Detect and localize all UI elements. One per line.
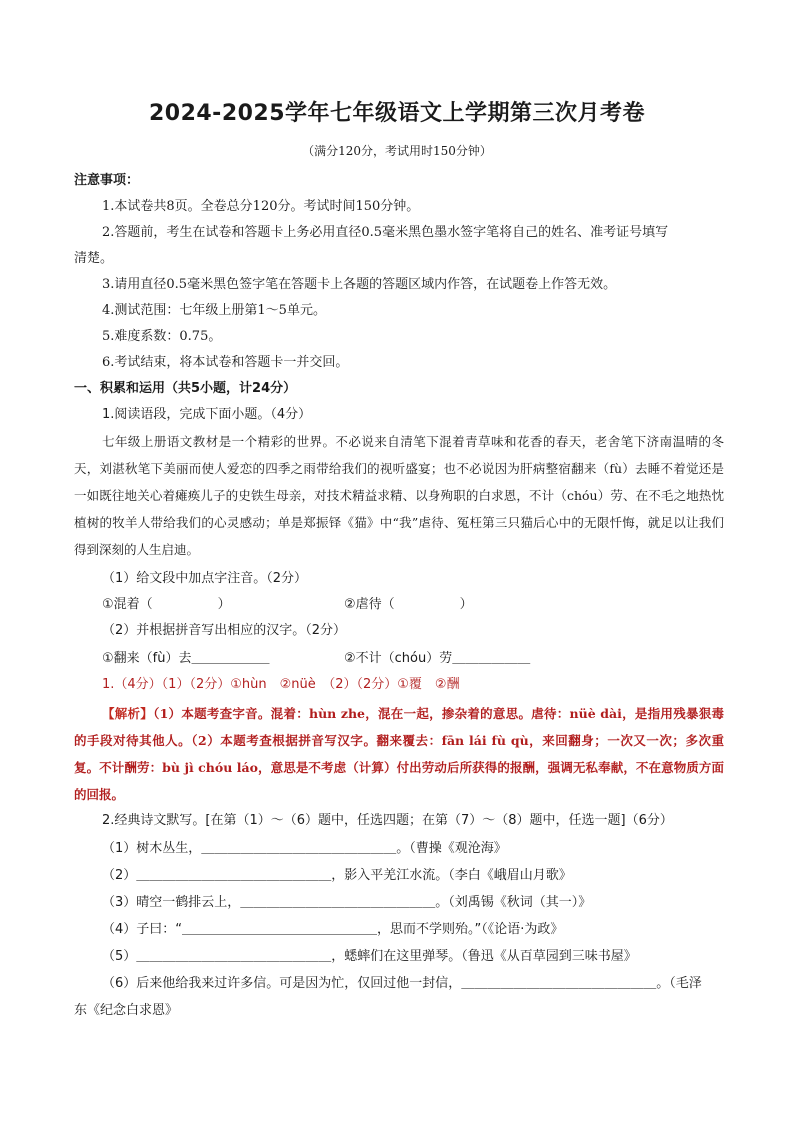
section-heading: 一、积累和运用（共5小题，计24分）: [74, 381, 297, 396]
hanzi-blank-b[interactable]: ②不计（chóu）劳＿＿＿＿＿＿: [344, 651, 531, 666]
question-1-stem: 1.阅读语段，完成下面小题。（4分）: [102, 407, 312, 422]
notice-item: 6.考试结束，将本试卷和答题卡一并交回。: [102, 355, 349, 370]
recitation-item[interactable]: （6）后来他给我来过许多信。可是因为忙，仅回过他一封信，＿＿＿＿＿＿＿＿＿＿＿＿＿＿＿。（毛泽: [102, 976, 702, 991]
analysis-block: [74, 700, 724, 808]
recitation-item-continued: 东《纪念白求恩》: [74, 1003, 179, 1018]
subquestion-1: （1）给文段中加点字注音。（2分）: [102, 571, 308, 586]
recitation-item[interactable]: （5）＿＿＿＿＿＿＿＿＿＿＿＿＿＿＿，蟋蟀们在这里弹琴。（鲁迅《从百草园到三味书屋》: [102, 949, 637, 964]
notice-item: 1.本试卷共8页。全卷总分120分。考试时间150分钟。: [102, 199, 420, 214]
notice-item: 3.请用直径0.5毫米黑色签字笔在答题卡上各题的答题区域内作答，在试题卷上作答无效。: [102, 277, 617, 292]
hanzi-blank-a[interactable]: ①翻来（fù）去＿＿＿＿＿＿: [102, 651, 270, 666]
answer-key: 1.（4分）（1）（2分）①hùn ②nüè （2）（2分）①覆 ②酬: [102, 677, 460, 692]
reading-passage: 七年级上册语文教材是一个精彩的世界。不必说来自清笔下混着青草味和花香的春天，老舍笔下济南温晴的冬天，刘湛秋笔下美丽而使人爱恋的四季之雨带给我们的视听盛宴；也不必说因为肝病整宿翻来（fù）去睡不着觉还是一如既往地关心着瘫痪儿子的史铁生母亲，对技术精益求精、以身殉职的白求恩，不计（chóu）劳、在不毛之地热忱植树的牧羊人带给我们的心灵感动；单是郑振铎《猫》中“我”虐待、冤枉第三只猫后心中的无限忏悔，就足以让我们得到深刻的人生启迪。: [74, 434, 724, 557]
notice-item: 2.答题前，考生在试卷和答题卡上务必用直径0.5毫米黑色墨水签字笔将自己的姓名、准考证号填写: [102, 225, 669, 240]
question-2-stem: 2.经典诗文默写。[在第（1）～（6）题中，任选四题；在第（7）～（8）题中，任选一题]（6分）: [102, 813, 673, 828]
recitation-item[interactable]: （4）子曰：“＿＿＿＿＿＿＿＿＿＿＿＿＿＿＿，思而不学则殆。”（《论语·为政》: [102, 922, 564, 937]
pinyin-blank-a[interactable]: ①混着（ ）: [102, 597, 231, 612]
notice-item: 5.难度系数：0.75。: [102, 329, 222, 344]
page-title: 2024-2025学年七年级语文上学期第三次月考卷: [148, 101, 646, 126]
notice-item: 清楚。: [74, 251, 114, 266]
analysis-tag: 【解析】: [102, 706, 154, 721]
notice-item: 4.测试范围：七年级上册第1～5单元。: [102, 303, 326, 318]
notice-heading: 注意事项：: [74, 173, 140, 188]
analysis-text: （1）本题考查字音。混着：hùn zhe，混在一起，掺杂着的意思。虐待：nüè dài，是指用残暴狠毒的手段对待其他人。（2）本题考查根据拼音写汉字。翻来覆去：fān lái fù qù，来回翻身；一次又一次；多次重复。不计酬劳：bù jì chóu láo，意思是不考虑（计算）付出劳动后所获得的报酬，强调无私奉献，不在意物质方面的回报。: [74, 706, 724, 802]
pinyin-blank-b[interactable]: ②虐待（ ）: [344, 597, 473, 612]
recitation-item[interactable]: （2）＿＿＿＿＿＿＿＿＿＿＿＿＿＿＿，影入平羌江水流。（李白《峨眉山月歌》: [102, 868, 572, 883]
page-subtitle: （满分120分，考试用时150分钟）: [302, 144, 492, 158]
subquestion-2: （2）并根据拼音写出相应的汉字。（2分）: [102, 623, 347, 638]
recitation-item[interactable]: （3）晴空一鹤排云上，＿＿＿＿＿＿＿＿＿＿＿＿＿＿＿。（刘禹锡《秋词（其一）》: [102, 895, 592, 910]
recitation-item[interactable]: （1）树木丛生，＿＿＿＿＿＿＿＿＿＿＿＿＿＿＿。（曹操《观沧海》: [102, 841, 507, 856]
